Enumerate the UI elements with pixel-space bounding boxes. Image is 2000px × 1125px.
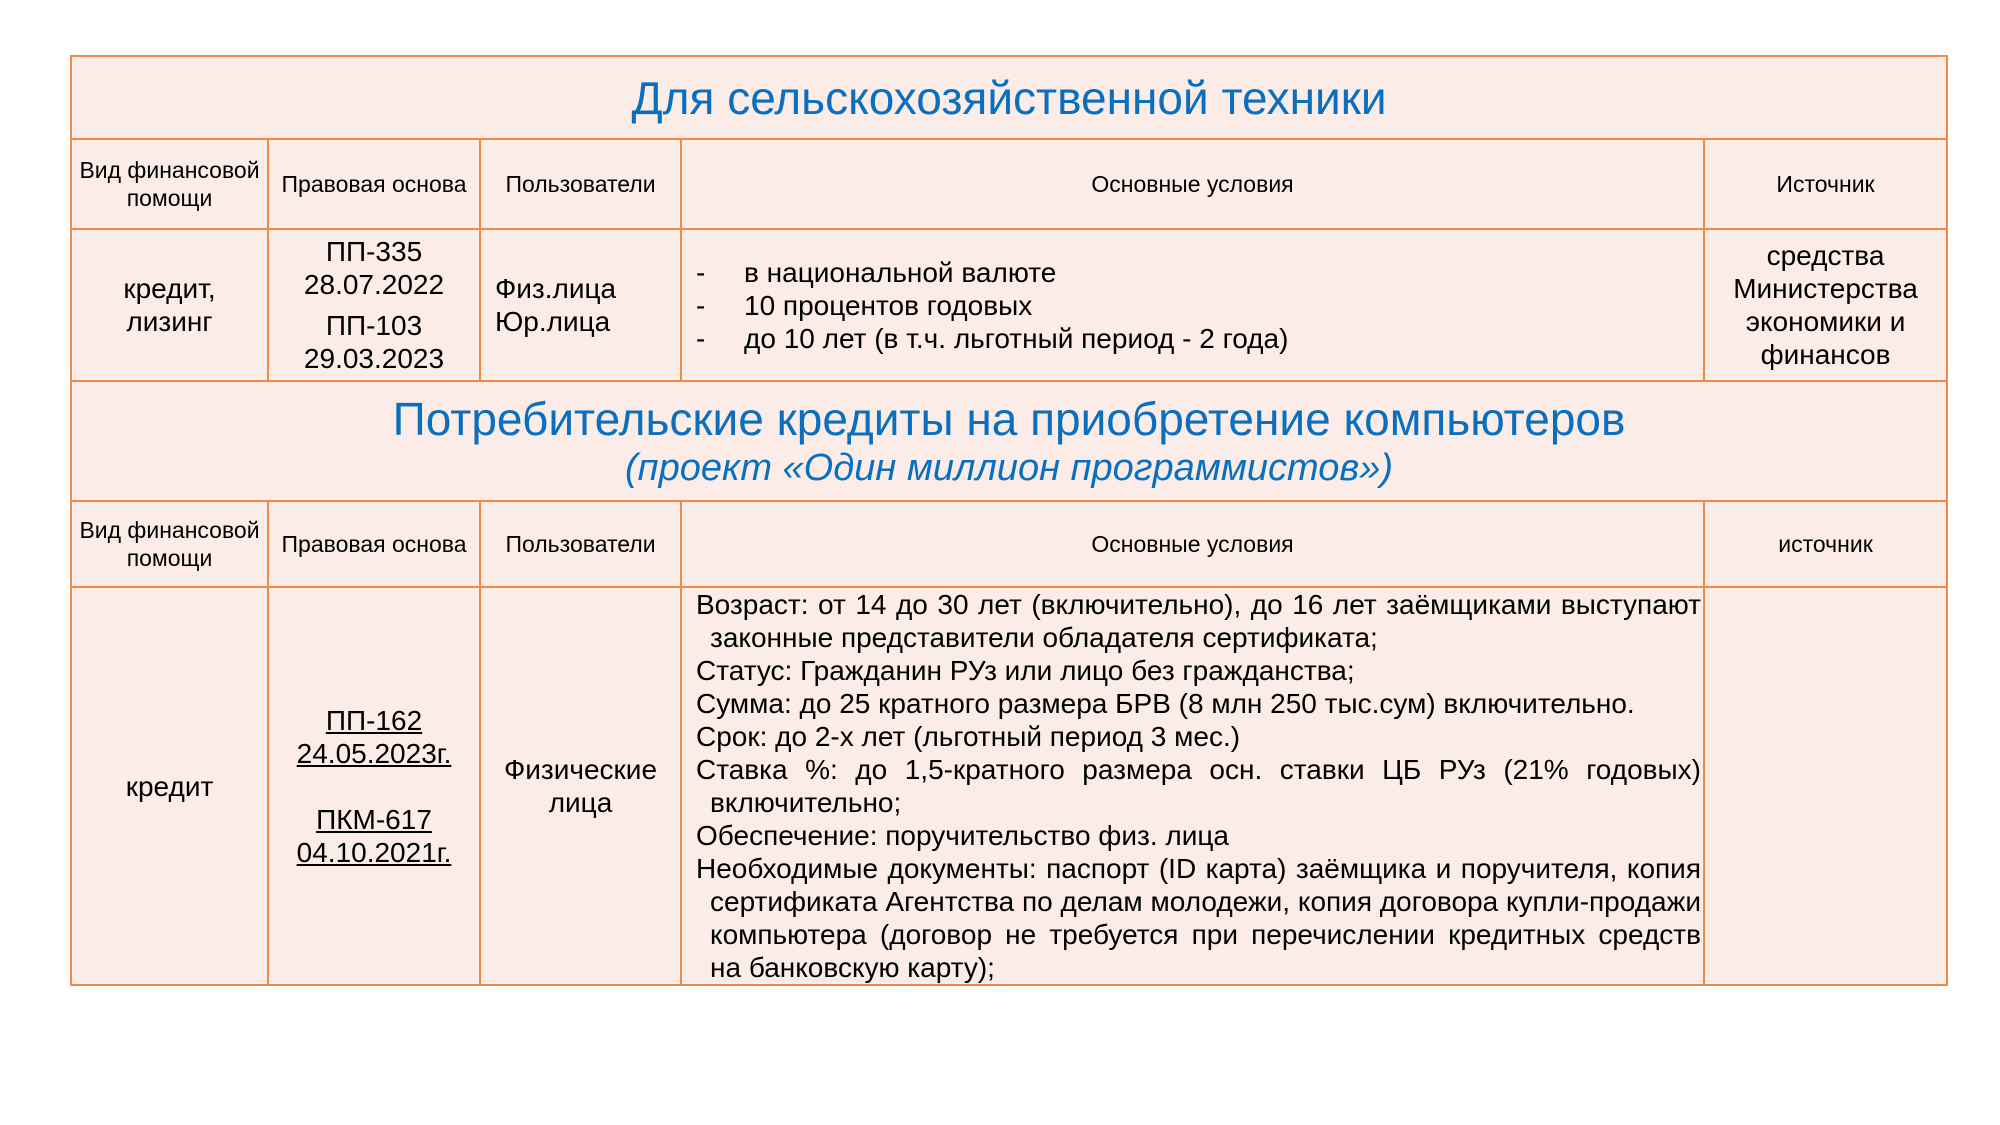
- condition-item: Срок: до 2-х лет (льготный период 3 мес.): [696, 721, 1241, 752]
- condition-item: Сумма: до 25 кратного размера БРВ (8 млн 250 тыс.сум) включительно.: [696, 688, 1635, 719]
- header-legal: Правовая основа: [268, 501, 480, 587]
- legal-cell: [268, 587, 480, 985]
- legal-doc-link[interactable]: ПКМ-617: [316, 803, 432, 835]
- header-type: Вид финансовой помощи: [71, 501, 268, 587]
- header-conditions: Основные условия: [681, 139, 1704, 229]
- header-source: Источник: [1704, 139, 1947, 229]
- condition-item: Возраст: от 14 до 30 лет (включительно), до 16 лет заёмщиками выступают законные представители обладателя сертификата;: [696, 589, 1701, 653]
- condition-text: в национальной валюте: [744, 256, 1057, 288]
- header-legal: Правовая основа: [268, 139, 480, 229]
- legal-doc-link[interactable]: ПП-162: [325, 704, 423, 736]
- financing-table: [70, 55, 1948, 986]
- bullet: -: [696, 256, 706, 288]
- section2-subtitle: (проект «Один миллион программистов»): [625, 447, 1394, 489]
- legal-date: 28.07.2022: [303, 269, 445, 300]
- section2-heading: [71, 381, 1947, 501]
- condition-item: Статус: Гражданин РУз или лицо без гражданства;: [696, 655, 1355, 686]
- source-cell: средства Министерства экономики и финансов: [1704, 229, 1947, 381]
- condition-item: Необходимые документы: паспорт (ID карта) заёмщика и поручителя, копия сертификата Агентства по делам молодежи, копия договора купли-продажи компьютера (договор не требуется при перечислении кредитных средств на банковскую карту);: [696, 853, 1701, 983]
- section2-title: Потребительские кредиты на приобретение компьютеров: [392, 393, 1626, 445]
- legal-date-link[interactable]: 04.10.2021г.: [296, 836, 452, 868]
- condition-item: [696, 289, 1699, 322]
- user-type: Юр.лица: [495, 306, 611, 337]
- type-cell: кредит: [71, 587, 268, 985]
- header-users: Пользователи: [480, 501, 681, 587]
- legal-doc: ПП-103: [325, 310, 423, 341]
- legal-cell: [268, 229, 480, 381]
- condition-item: Ставка %: до 1,5-кратного размера осн. ставки ЦБ РУз (21% годовых) включительно;: [696, 754, 1701, 818]
- header-type: Вид финансовой помощи: [71, 139, 268, 229]
- legal-date: 29.03.2023: [303, 343, 445, 374]
- legal-doc: ПП-335: [325, 236, 423, 267]
- users-cell: Физические лица: [480, 587, 681, 985]
- conditions-cell: [681, 229, 1704, 381]
- condition-text: до 10 лет (в т.ч. льготный период - 2 года): [744, 322, 1289, 354]
- user-type: Физ.лица: [495, 273, 617, 304]
- header-users: Пользователи: [480, 139, 681, 229]
- condition-item: Обеспечение: поручительство физ. лица: [696, 820, 1229, 851]
- section1-title: Для сельскохозяйственной техники: [71, 56, 1947, 139]
- condition-text: 10 процентов годовых: [744, 289, 1033, 321]
- header-source: источник: [1704, 501, 1947, 587]
- bullet: -: [696, 322, 706, 354]
- condition-item: [696, 256, 1699, 289]
- users-cell: [480, 229, 681, 381]
- bullet: -: [696, 289, 706, 321]
- source-cell: [1704, 587, 1947, 985]
- legal-date-link[interactable]: 24.05.2023г.: [296, 737, 452, 769]
- conditions-cell: [681, 587, 1704, 985]
- type-cell: кредит, лизинг: [71, 229, 268, 381]
- header-conditions: Основные условия: [681, 501, 1704, 587]
- condition-item: [696, 322, 1699, 355]
